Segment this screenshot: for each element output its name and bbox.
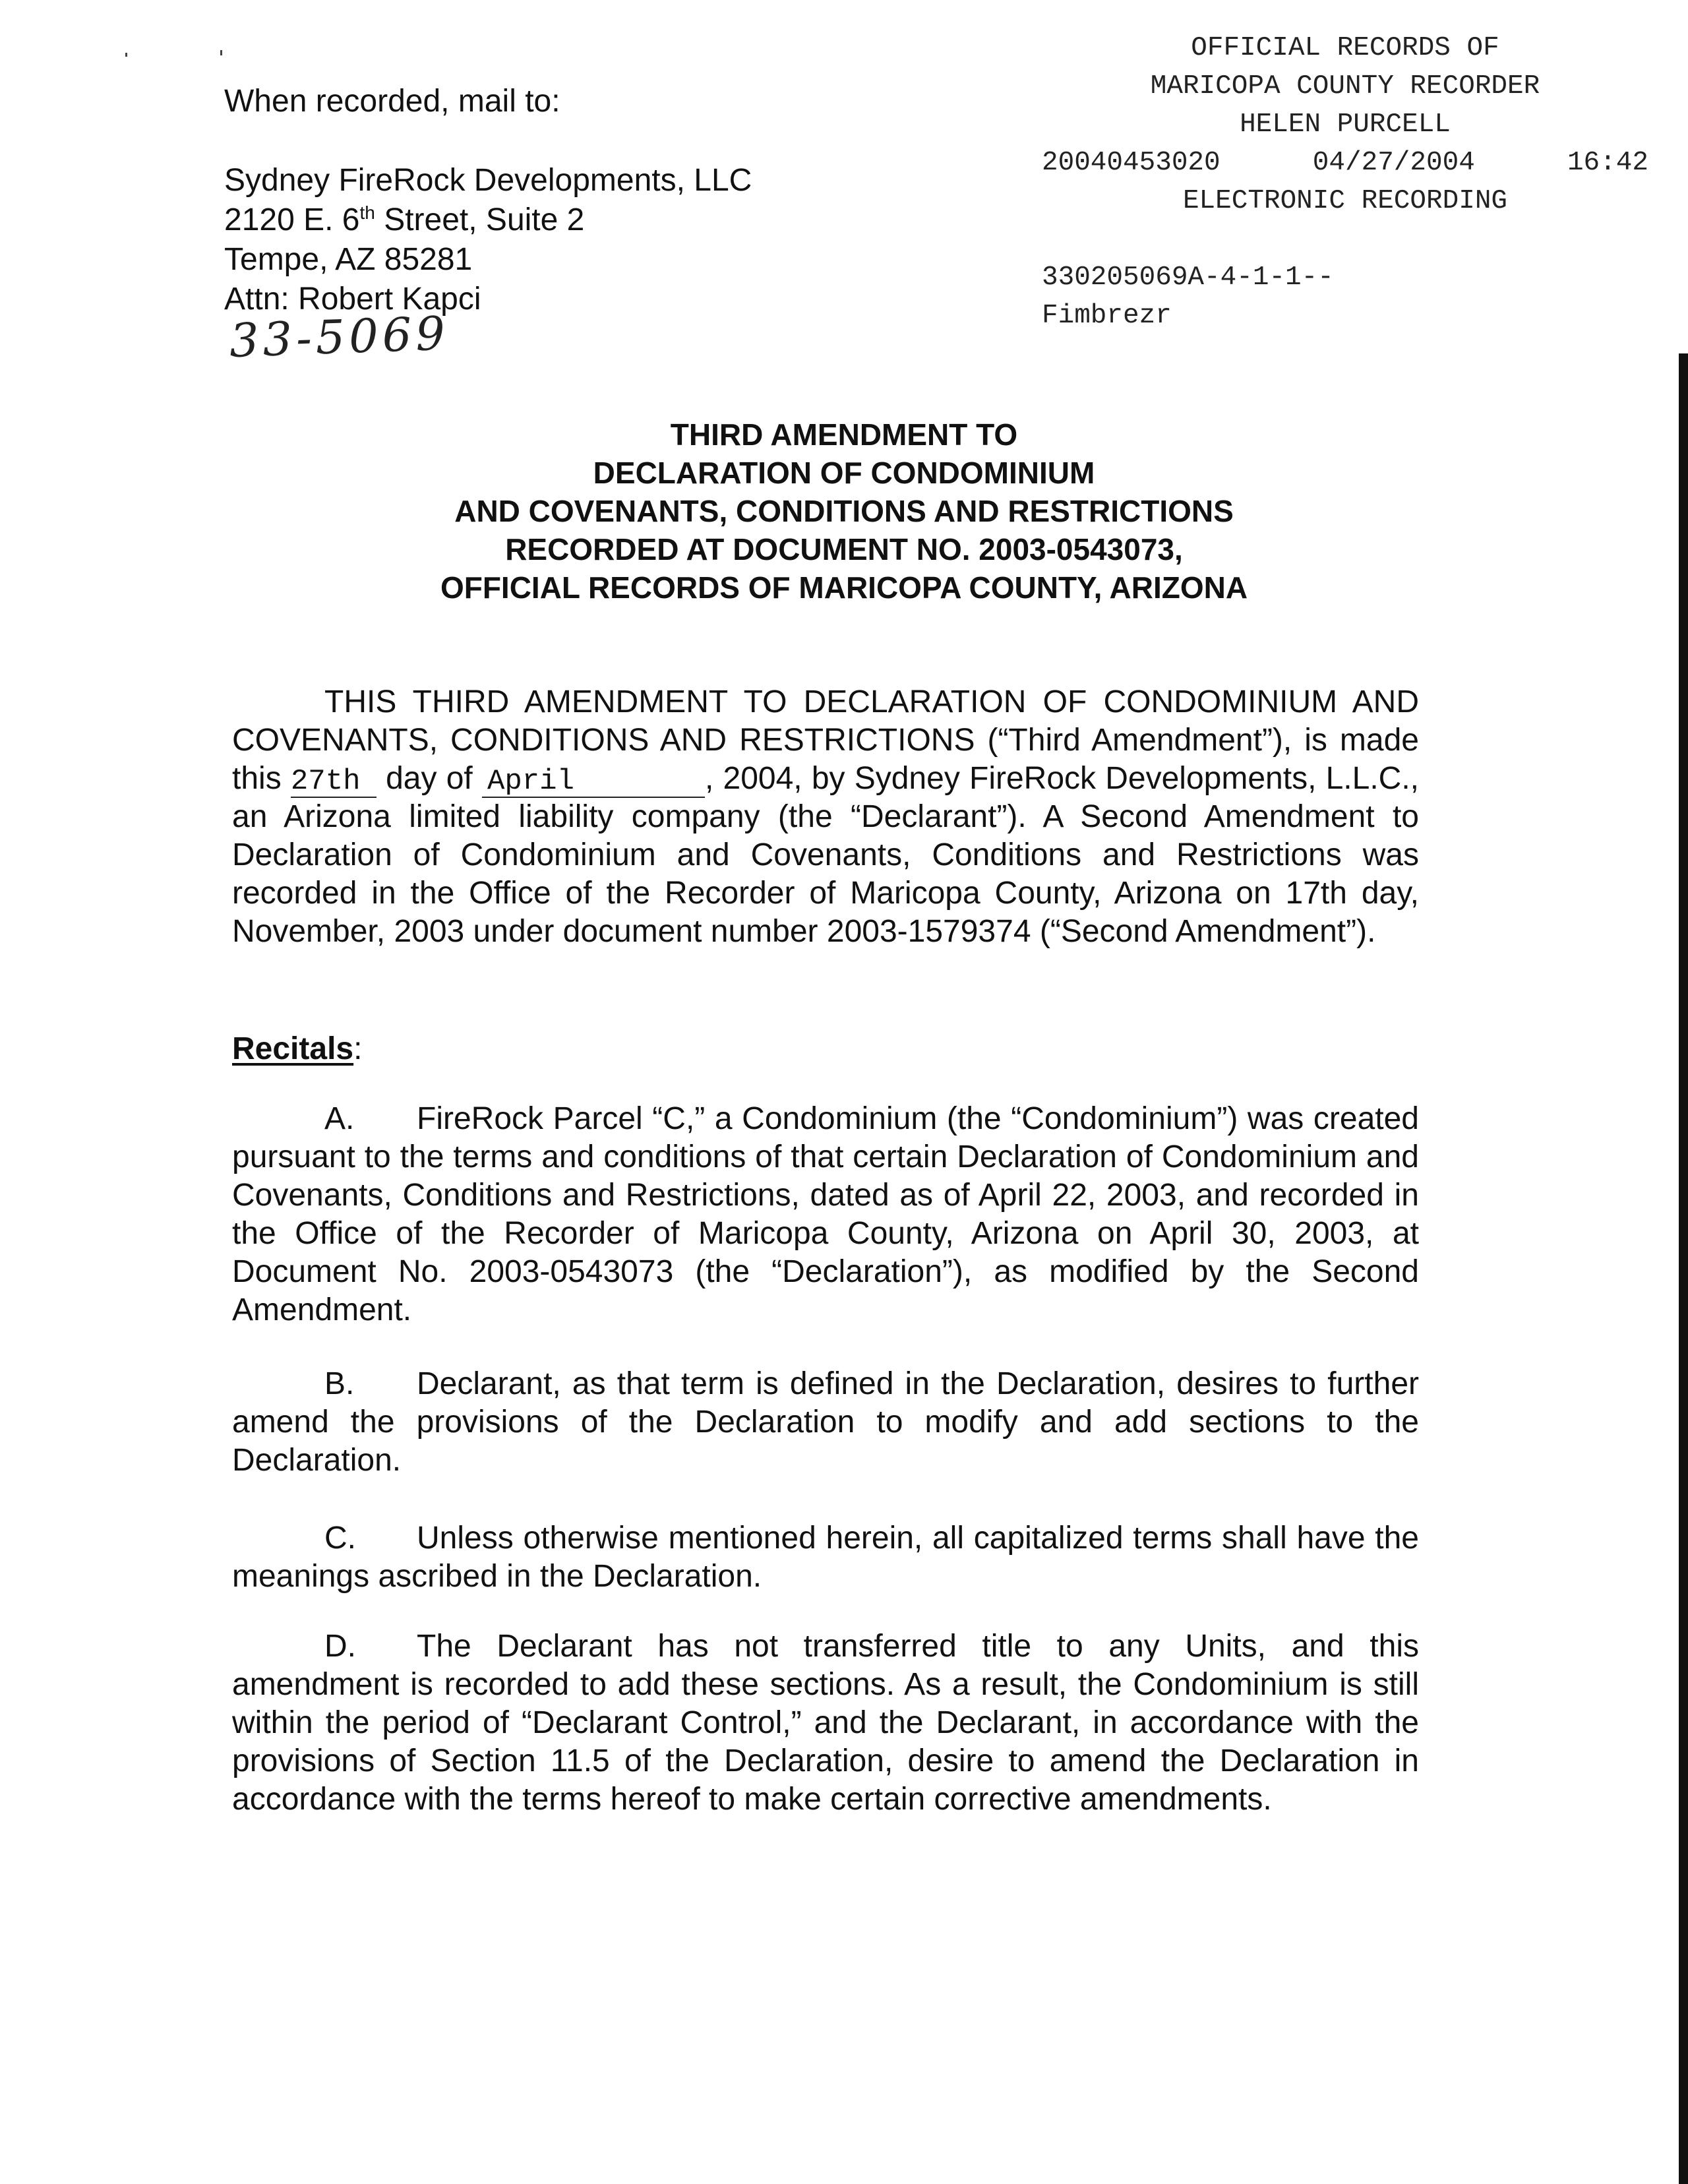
recital-letter: B. [324,1366,355,1401]
recital-letter: C. [324,1521,356,1556]
title-line-3: AND COVENANTS, CONDITIONS AND RESTRICTIONS [454,494,1234,528]
title-line-1: THIRD AMENDMENT TO [670,417,1018,452]
recital-d: D. The Declarant has not transferred title to any Units, and this amendment is recorded to add these sections. As a result, the Condominium is still within the period of “Declarant Control,” and the Declarant, in accordance with the provisions of Section 11.5 of the Declaration, desire to amend the Declaration in accordance with the terms hereof to make certain corrective amendments. [232,1629,1419,1817]
stamp-record-line [1042,144,1648,182]
mail-to-name: Sydney FireRock Developments, LLC [224,163,752,198]
recital-c: C. Unless otherwise mentioned herein, all capitalized terms shall have the meanings ascribed in the Declaration. [232,1521,1419,1594]
title-line-2: DECLARATION OF CONDOMINIUM [593,456,1095,490]
stamp-line-1: OFFICIAL RECORDS OF [1191,33,1499,63]
stamp-date: 04/27/2004 [1312,148,1475,178]
month-blank: April [482,766,705,798]
mail-to-attn: Attn: Robert Kapci [224,282,481,317]
recital-letter: A. [324,1101,355,1136]
mail-to-heading: When recorded, mail to: [224,84,560,119]
title-line-5: OFFICIAL RECORDS OF MARICOPA COUNTY, ARIZONA [440,570,1248,605]
stamp-line-2: MARICOPA COUNTY RECORDER [1150,71,1540,102]
day-blank: 27th [291,766,377,798]
stamp-line-3: HELEN PURCELL [1240,109,1451,140]
mail-to-city: Tempe, AZ 85281 [224,242,473,277]
title-line-4: RECORDED AT DOCUMENT NO. 2003-0543073, [505,532,1183,566]
mail-to-block [224,82,752,319]
recitals-heading: Recitals: [232,1031,363,1066]
stamp-line-5: ELECTRONIC RECORDING [1182,186,1508,216]
scan-edge-bar [1679,353,1688,2184]
stamp-reference: 330205069A-4-1-1-- [1042,262,1334,293]
mail-to-street: 2120 E. 6th Street, Suite 2 [224,202,585,237]
recital-b: B. Declarant, as that term is defined in the Declaration, desires to further amend the provisions of the Declaration to modify and add sections to the Declaration. [232,1366,1419,1478]
scan-speck [125,53,127,57]
scan-speck [220,50,222,55]
document-title [198,415,1490,607]
recital-a: A. FireRock Parcel “C,” a Condominium (the “Condominium”) was created pursuant to the terms and conditions of that certain Declaration of Condominium and Covenants, Conditions and Restrictions, dated as of April 22, 2003, and recorded in the Office of the Recorder of Maricopa County, Arizona on April 30, 2003, at Document No. 2003-0543073 (the “Declaration”), as modified by the Second Amendment. [232,1101,1419,1327]
stamp-document-number: 20040453020 [1042,148,1221,178]
recital-letter: D. [324,1629,356,1664]
handwritten-note: 33-5069 [228,306,450,368]
stamp-time: 16:42 [1567,148,1648,178]
intro-paragraph: THIS THIRD AMENDMENT TO DECLARATION OF CONDOMINIUM AND COVENANTS, CONDITIONS AND RESTRICTIONS (“Third Amendment”), is made this 27th day of April , 2004, by Sydney FireRock Developments, L.L.C., an Arizona limited liability company (the “Declarant”). A Second Amendment to Declaration of Condominium and Covenants, Conditions and Restrictions was recorded in the Office of the Recorder of Maricopa County, Arizona on 17th day, November, 2003 under document number 2003-1579374 (“Second Amendment”). [232,684,1420,949]
stamp-clerk: Fimbrezr [1042,301,1172,331]
recording-stamp [1042,29,1648,335]
